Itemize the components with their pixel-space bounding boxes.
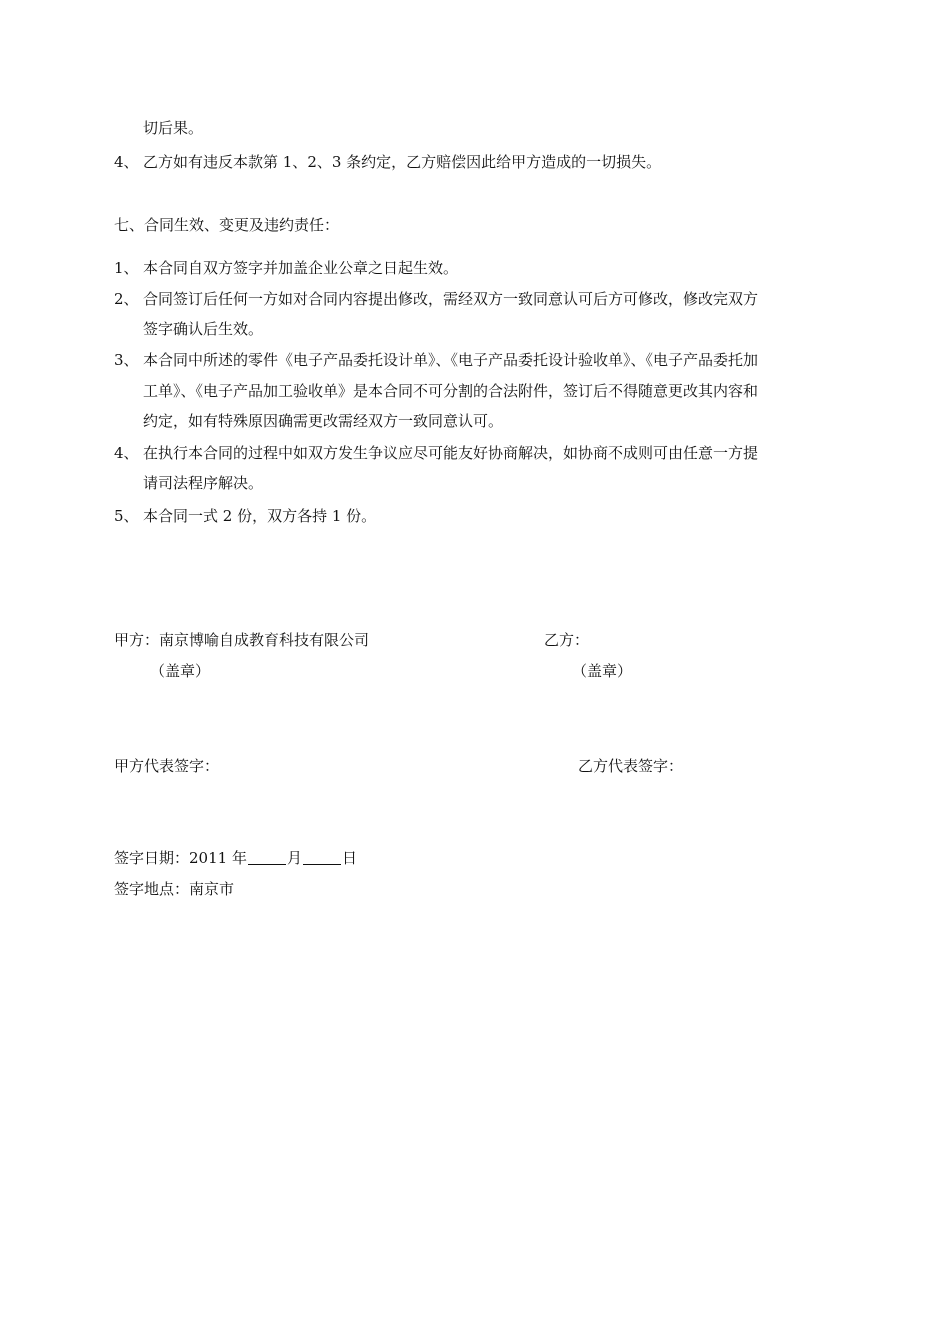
date-prefix: 签字日期：2011 年 bbox=[114, 849, 247, 867]
clause-number: 5、 bbox=[114, 507, 139, 525]
clause-line: 本合同一式 2 份，双方各持 1 份。 bbox=[143, 507, 377, 525]
date-month: 月 bbox=[286, 849, 302, 867]
day-blank bbox=[303, 850, 341, 865]
party-a-seal: （盖章） bbox=[150, 662, 211, 680]
item3-continuation: 切后果。 bbox=[143, 119, 204, 137]
item4-text: 乙方如有违反本款第 1、2、3 条约定，乙方赔偿因此给甲方造成的一切损失。 bbox=[143, 153, 662, 171]
clause-number: 4、 bbox=[114, 444, 139, 462]
section-heading: 七、合同生效、变更及违约责任： bbox=[114, 216, 340, 234]
clause-line: 合同签订后任何一方如对合同内容提出修改，需经双方一致同意认可后方可修改，修改完双方 bbox=[143, 290, 759, 308]
clause-line: 工单》、《电子产品加工验收单》是本合同不可分割的合法附件，签订后不得随意更改其内容和 bbox=[143, 382, 759, 400]
clause-line: 在执行本合同的过程中如双方发生争议应尽可能友好协商解决，如协商不成则可由任意一方提 bbox=[143, 444, 759, 462]
party-a-name: 甲方：南京博喻自成教育科技有限公司 bbox=[114, 631, 370, 649]
clause-number: 2、 bbox=[114, 290, 139, 308]
signing-place: 签字地点：南京市 bbox=[114, 880, 235, 898]
signing-date bbox=[114, 848, 357, 868]
clause-line: 本合同自双方签字并加盖企业公章之日起生效。 bbox=[143, 259, 459, 277]
clause-line: 请司法程序解决。 bbox=[143, 474, 264, 492]
date-day: 日 bbox=[341, 849, 357, 867]
party-b-name: 乙方： bbox=[544, 631, 590, 649]
clause-number: 3、 bbox=[114, 351, 139, 369]
item4-number: 4、 bbox=[114, 153, 139, 171]
clause-line: 本合同中所述的零件《电子产品委托设计单》、《电子产品委托设计验收单》、《电子产品委托加 bbox=[143, 351, 759, 369]
clause-line: 约定，如有特殊原因确需更改需经双方一致同意认可。 bbox=[143, 412, 504, 430]
clause-line: 签字确认后生效。 bbox=[143, 320, 264, 338]
clause-number: 1、 bbox=[114, 259, 139, 277]
month-blank bbox=[248, 850, 286, 865]
party-b-representative: 乙方代表签字： bbox=[578, 757, 684, 775]
party-b-seal: （盖章） bbox=[572, 662, 633, 680]
party-a-representative: 甲方代表签字： bbox=[114, 757, 220, 775]
